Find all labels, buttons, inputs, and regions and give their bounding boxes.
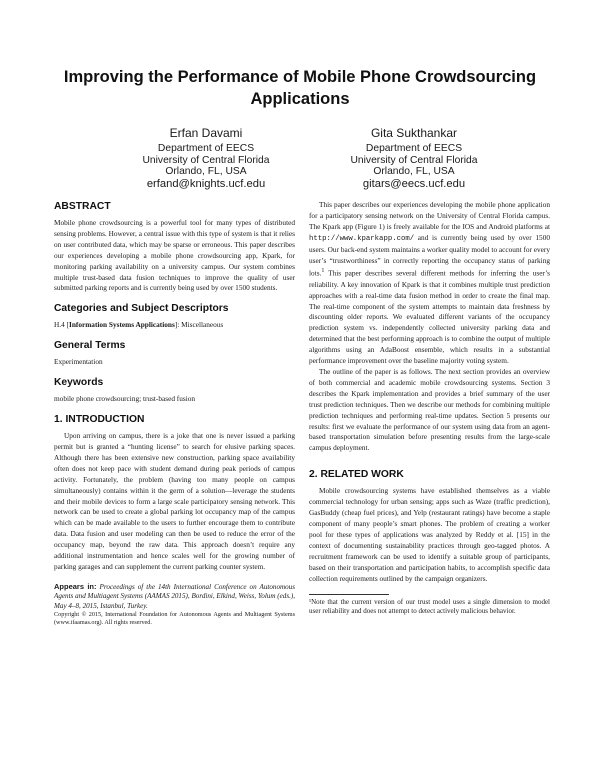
footnote-text: ¹Note that the current version of our trust model uses a single dimension to model user reliability and does not attempt to detect actively malicious behavior. [309,598,550,616]
abstract-heading: ABSTRACT [54,201,111,212]
copyright-text: Copyright © 2015, International Foundation for Autonomous Agents and Multiagent Systems (www.ifaamas.org). All rights reserved. [54,611,295,627]
outline-paragraph: The outline of the paper is as follows. The next section provides an overview of both commercial and academic mobile crowdsourcing systems. Section 3 describes the Kpark implementation and provides a brief summary of the user trust prediction techniques. Then we describe our methods for combining multiple prediction techniques and performing real-time updates. Section 5 presents our results: first we evaluate the performance of our system using data from an agent-based transportation simulation before presenting results from the large-scale campus deployment. [309,367,550,453]
author-email: gitars@eecs.ucf.edu [362,177,466,190]
keywords-text: mobile phone crowdsourcing; trust-based fusion [54,394,196,404]
general-terms-text: Experimentation [54,357,103,367]
categories-text [54,320,295,331]
author-univ: University of Central Florida [142,154,270,166]
author-univ: University of Central Florida [350,154,478,166]
appears-in-label: Appears in: [54,581,97,591]
paper-title: Improving the Performance of Mobile Phone Crowdsourcing Applications [63,68,537,108]
intro-cont-text-c: This paper describes several different methods for inferring the user’s reliability. A key innovation of Kpark is that it combines multiple trust prediction approaches with a real-time data fusion method in order to create the final map. The real-time component of the system attempts to maintain data freshness by discounting older reports. We evaluated different variants of the occupancy prediction system vs. independently collected university parking data and determined that the best performing approach is to combine the output of multiple algorithms using an AdaBoost ensemble, which results in a substantial performance improvement over the baseline majority voting system. [309,268,550,366]
right-column [309,200,550,616]
author-block-1 [86,126,326,191]
author-name: Erfan Davami [169,126,243,140]
related-work-text: Mobile crowdsourcing systems have established themselves as a viable commercial technology for urban sensing; apps such as Waze (traffic prediction), GasBuddy (cheap fuel prices), and Yelp (restaurant ratings) have become a staple component of many people’s smart phones. The problem of creating a worker pool for these types of applications was analyzed by Reddy et al. [15] in the context of documenting sustainability practices through geo-tagged photos. A recruitment framework can be used to identify a suitable group of participants, based on their transportation and participation habits, to accomplish specific data collection requirements outlined by the campaign organizers. [309,486,550,583]
intro-cont-text-b: and is currently being used by over 1500 users. Our back-end system maintains a worker quality model to account for every user’s “trustworthiness” in correctly reporting the occupancy status of parking lots. [309,232,550,278]
related-work-heading: 2. RELATED WORK [309,469,404,481]
categories-rest: ]: Miscellaneous [174,320,224,330]
abstract-text: Mobile phone crowdsourcing is a powerful tool for many types of distributed sensing problems. However, a central issue with this type of system is that it relies on user contributed data, which may be sparse or erroneous. This paper describes our experiences developing a mobile phone crowdsourcing app, Kpark, for monitoring parking availability on a university campus. Our system combines multiple trust-based data fusion techniques to improve the quality of user submitted parking reports and is currently being used by over 1500 students. [54,218,295,293]
author-city: Orlando, FL, USA [373,166,455,177]
categories-bold: Information Systems Applications [69,320,175,330]
appears-in-text: Proceedings of the 14th International Conference on Autonomous Agents and Multiagent Systems (AAMAS 2015), Bordini, Elkind, Weiss, Yolum (eds.), May 4–8, 2015, Istanbul, Turkey. [54,582,295,610]
categories-heading: Categories and Subject Descriptors [54,303,229,315]
author-block-2 [294,126,534,191]
footnote-rule [309,594,389,595]
author-email: erfand@knights.ucf.edu [146,177,266,190]
categories-code: H.4 [ [54,320,69,330]
keywords-heading: Keywords [54,377,104,389]
general-terms-heading: General Terms [54,340,126,352]
left-column [54,200,295,627]
intro-continued-paragraph [309,200,550,367]
introduction-text: Upon arriving on campus, there is a joke that one is never issued a parking permit but is granted a “hunting license” to search for elusive parking spaces. Although there has been extensive new construction, parking space availability often does not keep pace with student demand during peak periods of campus activity. Fortunately, the problem (having too many people on campus simultaneously) contains within it the germ of a solution—leverage the students and their mobile devices to form a large scale participatory sensing network. This network can be used to create a global parking lot occupancy map of the campus which can be made available to the users to further encourage them to contribute data. Data fusion and user modeling can then be used to reduce the error of the occupancy map, beyond the raw data. This approach doesn’t require any additional instrumentation and hence scales well for the growing number of parking garages and can supplement the current parking counter system. [54,431,295,571]
author-name: Gita Sukthankar [370,126,458,140]
kpark-url-link[interactable]: http://www.kparkapp.com/ [309,234,415,243]
author-dept: Department of EECS [365,143,463,154]
author-city: Orlando, FL, USA [165,166,247,177]
author-dept: Department of EECS [157,143,255,154]
introduction-heading: 1. INTRODUCTION [54,414,145,426]
intro-cont-text-a: This paper describes our experiences developing the mobile phone application for a participatory sensing network on the University of Central Florida campus. The Kpark app (Figure 1) is freely available for the IOS and Android platforms at [309,200,550,231]
footnote-marker: 1 [321,268,325,275]
appears-in-note [54,582,295,627]
